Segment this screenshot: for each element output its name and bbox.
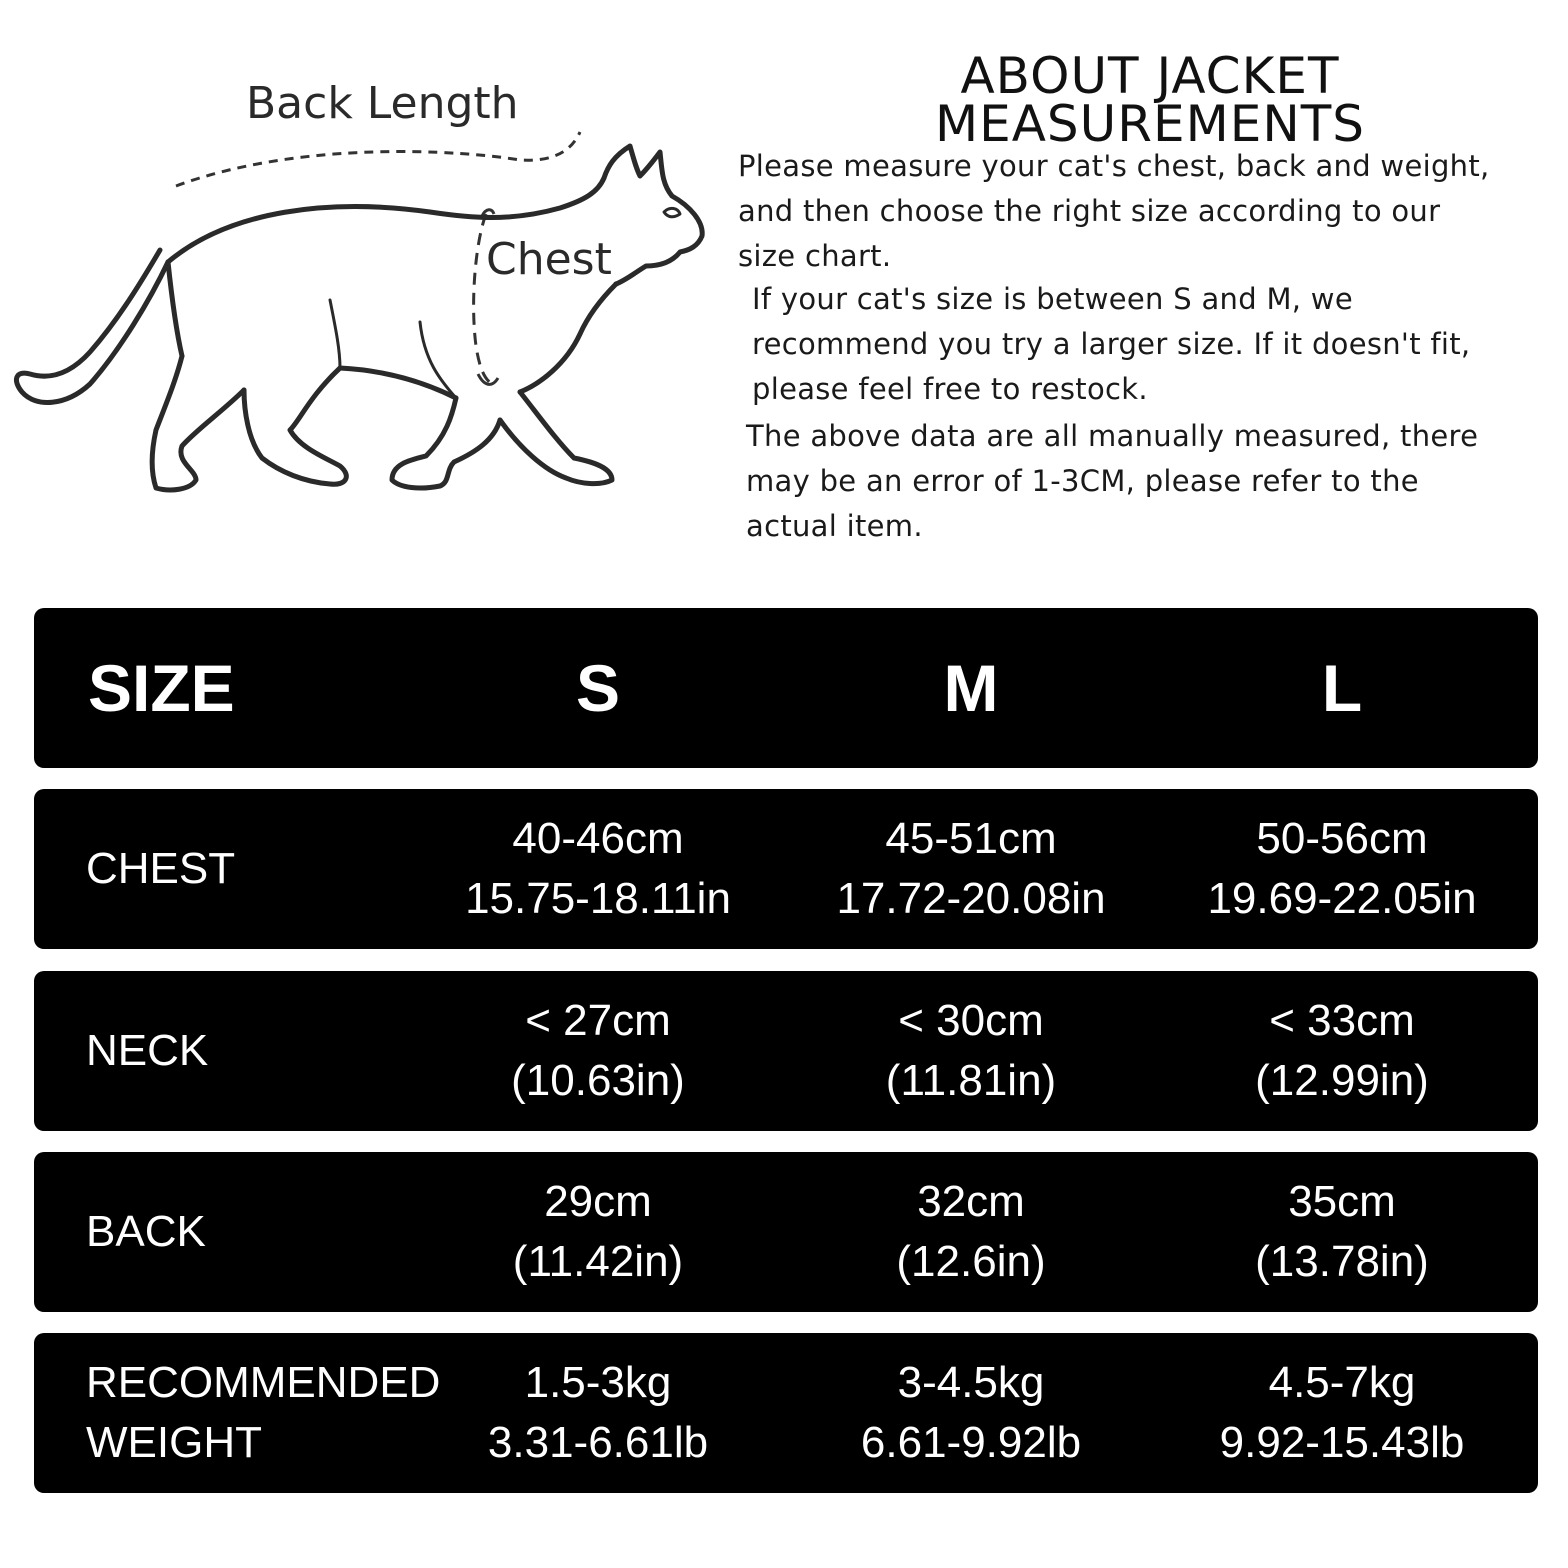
about-title-line-2: MEASUREMENTS	[934, 95, 1366, 153]
back-length-label: Back Length	[246, 78, 519, 129]
chest-s-cm: 40-46cm	[512, 814, 684, 863]
chest-cell-l	[1142, 789, 1542, 949]
weight-cell-m	[771, 1333, 1171, 1493]
neck-l-in: (12.99in)	[1255, 1056, 1429, 1105]
chest-m-cm: 45-51cm	[885, 814, 1057, 863]
weight-m-kg: 3-4.5kg	[897, 1358, 1045, 1407]
chest-cell-m	[771, 789, 1171, 949]
weight-m-lb: 6.61-9.92lb	[860, 1418, 1082, 1467]
neck-m-in: (11.81in)	[885, 1056, 1057, 1105]
back-row-label: BACK	[86, 1207, 206, 1256]
chest-l-in: 19.69-22.05in	[1207, 874, 1477, 923]
back-s-in: (11.42in)	[512, 1237, 684, 1286]
neck-cell-s	[398, 971, 798, 1131]
measurement-diagram	[0, 0, 720, 560]
about-title-line-1: ABOUT JACKET	[960, 47, 1340, 105]
back-m-in: (12.6in)	[896, 1237, 1046, 1286]
neck-row	[34, 971, 1538, 1131]
about-paragraph-disclaimer: The above data are all manually measured, there may be an error of 1-3CM, please refer to the actual item.	[746, 419, 1479, 543]
size-header-row	[34, 608, 1538, 768]
neck-cell-m	[771, 971, 1171, 1131]
weight-s-kg: 1.5-3kg	[524, 1358, 672, 1407]
size-header-m: M	[943, 651, 999, 725]
back-length-guide	[176, 132, 580, 186]
chest-label: Chest	[486, 234, 612, 285]
neck-row-label: NECK	[86, 1026, 209, 1075]
neck-m-cm: < 30cm	[898, 996, 1044, 1045]
neck-s-cm: < 27cm	[525, 996, 671, 1045]
neck-l-cm: < 33cm	[1269, 996, 1415, 1045]
back-l-in: (13.78in)	[1255, 1237, 1429, 1286]
weight-row	[34, 1333, 1538, 1493]
weight-row-label: RECOMMENDED WEIGHT	[86, 1358, 441, 1467]
back-cell-s	[398, 1152, 798, 1312]
back-cell-l	[1142, 1152, 1542, 1312]
weight-s-lb: 3.31-6.61lb	[487, 1418, 709, 1467]
chest-row-label: CHEST	[86, 844, 236, 893]
chest-l-cm: 50-56cm	[1256, 814, 1428, 863]
chest-cell-s	[398, 789, 798, 949]
weight-l-kg: 4.5-7kg	[1268, 1358, 1416, 1407]
about-paragraph-sizing: If your cat's size is between S and M, we recommend you try a larger size. If it doesn't fit, please feel free to restock.	[752, 282, 1471, 406]
about-paragraph-measure: Please measure your cat's chest, back and weight, and then choose the right size according to our size chart.	[738, 149, 1490, 273]
chest-s-in: 15.75-18.11in	[465, 874, 731, 923]
chest-row	[34, 789, 1538, 949]
neck-cell-l	[1142, 971, 1542, 1131]
size-header-s: S	[575, 651, 621, 725]
size-header-l: L	[1321, 651, 1363, 725]
weight-cell-l	[1142, 1333, 1542, 1493]
weight-cell-s	[398, 1333, 798, 1493]
back-l-cm: 35cm	[1288, 1177, 1396, 1226]
back-cell-m	[771, 1152, 1171, 1312]
weight-l-lb: 9.92-15.43lb	[1219, 1418, 1465, 1467]
chest-m-in: 17.72-20.08in	[836, 874, 1106, 923]
size-header-label: SIZE	[88, 651, 235, 725]
about-title	[880, 47, 1420, 153]
back-row	[34, 1152, 1538, 1312]
neck-s-in: (10.63in)	[511, 1056, 685, 1105]
back-m-cm: 32cm	[917, 1177, 1025, 1226]
back-s-cm: 29cm	[544, 1177, 652, 1226]
